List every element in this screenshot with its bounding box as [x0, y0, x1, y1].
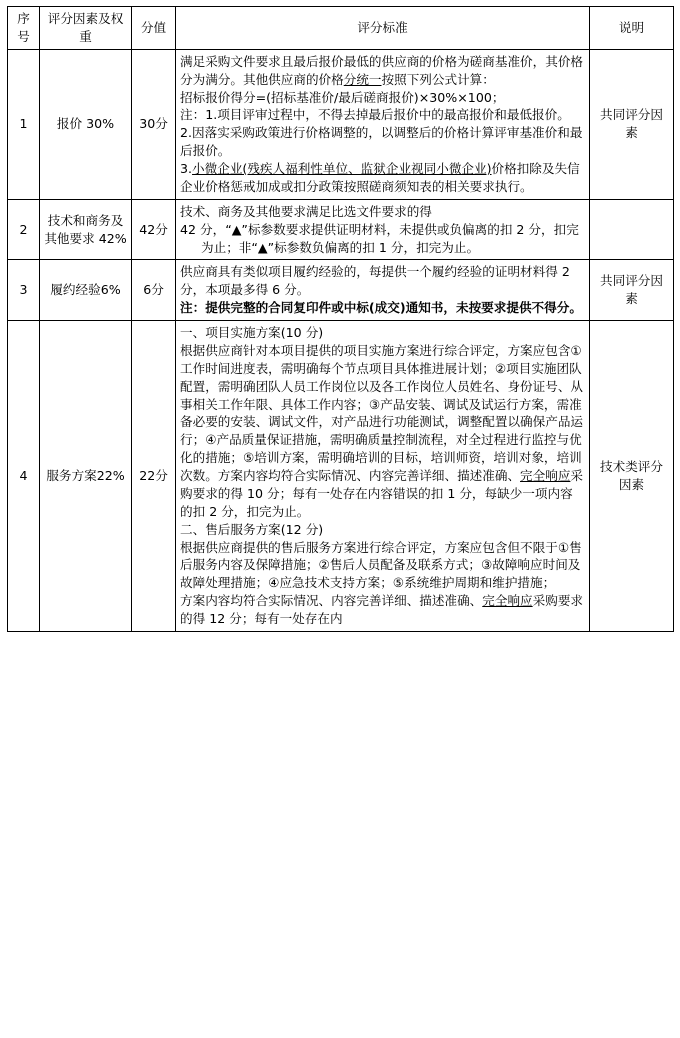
row-note: 共同评分因素	[590, 49, 674, 199]
criteria-line: 根据供应商提供的售后服务方案进行综合评定，方案应包含但不限于①售后服务内容及保障措施；②售后人员配备及联系方式；③故障响应时间及故障处理措施；④应急技术支持方案；⑤系统维护周期和维护措施；	[180, 539, 582, 591]
criteria-line: 技术、商务及其他要求满足比选文件要求的得	[180, 203, 432, 219]
row-factor: 履约经验6%	[40, 260, 132, 321]
row-note: 共同评分因素	[590, 260, 674, 321]
criteria-line: 注：提供完整的合同复印件或中标(成交)通知书，未按要求提供不得分。	[180, 300, 582, 316]
table-row	[8, 199, 674, 260]
row-factor: 技术和商务及其他要求 42%	[40, 199, 132, 260]
criteria-line: 2.因落实采购政策进行价格调整的，以调整后的价格计算评审基准价和最后报价。	[180, 125, 583, 159]
row-seq: 1	[8, 49, 40, 199]
table-header	[8, 7, 674, 50]
criteria-line: 3.小微企业(残疾人福利性单位、监狱企业视同小微企业)价格扣除及失信企业价格惩戒加成或扣分政策按照磋商须知表的相关要求执行。	[180, 161, 580, 194]
row-note: 技术类评分因素	[590, 321, 674, 632]
row-criteria	[176, 321, 590, 632]
row-score: 42分	[132, 199, 176, 260]
row-factor: 服务方案22%	[40, 321, 132, 632]
criteria-line: 注：1.项目评审过程中，不得去掉最后报价中的最高报价和最低报价。	[180, 107, 570, 123]
row-seq: 3	[8, 260, 40, 321]
criteria-line: 满足采购文件要求且最后报价最低的供应商的价格为磋商基准价，其价格分为满分。其他供应商的价格分统一按照下列公式计算：	[180, 53, 583, 87]
table-body	[8, 49, 674, 631]
column-header-seq: 序号	[8, 7, 40, 50]
column-header-score: 分值	[132, 7, 176, 50]
row-criteria	[176, 199, 590, 260]
row-score: 22分	[132, 321, 176, 632]
column-header-factor: 评分因素及权重	[40, 7, 132, 50]
table-row	[8, 49, 674, 199]
criteria-line: 根据供应商针对本项目提供的项目实施方案进行综合评定，方案应包含①工作时间进度表，需明确每个节点项目具体推进展计划；②项目实施团队配置，需明确团队人员工作岗位以及各工作岗位人员姓名、身份证号、从事相关工作年限、具体工作内容；③产品安装、调试及试运行方案，需准备必要的安装、调试文件，对产品进行功能测试，调整配置以确保产品运行；④产品质量保证措施，需明确质量控制流程，对全过程进行监控与优化的措施；⑤培训方案，需明确培训的目标，培训师资，培训对象，培训次数。方案内容均符合实际情况、内容完善详细、描述准确、完全响应采购要求的得 10 分；每有一处存在内容错误的扣 1 分，每缺少一项内容的扣 2 分，扣完为止。	[180, 342, 583, 519]
row-score: 30分	[132, 49, 176, 199]
table-header-row	[8, 7, 674, 50]
row-seq: 2	[8, 199, 40, 260]
criteria-line: 一、项目实施方案(10 分)	[180, 325, 324, 340]
criteria-line: 二、售后服务方案(12 分)	[180, 521, 324, 537]
row-score: 6分	[132, 260, 176, 321]
criteria-line: 方案内容均符合实际情况、内容完善详细、描述准确、完全响应采购要求的得 12 分；每有一处存在内	[180, 593, 583, 626]
row-factor: 报价 30%	[40, 49, 132, 199]
criteria-line: 招标报价得分=(招标基准价/最后磋商报价)×30%×100；	[180, 89, 505, 105]
row-criteria	[176, 260, 590, 321]
criteria-line: 供应商具有类似项目履约经验的，每提供一个履约经验的证明材料得 2 分，本项最多得 6 分。	[180, 264, 570, 298]
table-row	[8, 260, 674, 321]
column-header-criteria: 评分标准	[176, 7, 590, 50]
table-row	[8, 321, 674, 632]
criteria-line: 42 分，“▲”标参数要求提供证明材料，未提供或负偏离的扣 2 分，扣完为止；非“▲”标参数负偏离的扣 1 分，扣完为止。	[180, 221, 579, 255]
column-header-note: 说明	[590, 7, 674, 50]
row-seq: 4	[8, 321, 40, 632]
row-note	[590, 199, 674, 260]
scoring-criteria-table	[7, 6, 674, 632]
row-criteria	[176, 49, 590, 199]
